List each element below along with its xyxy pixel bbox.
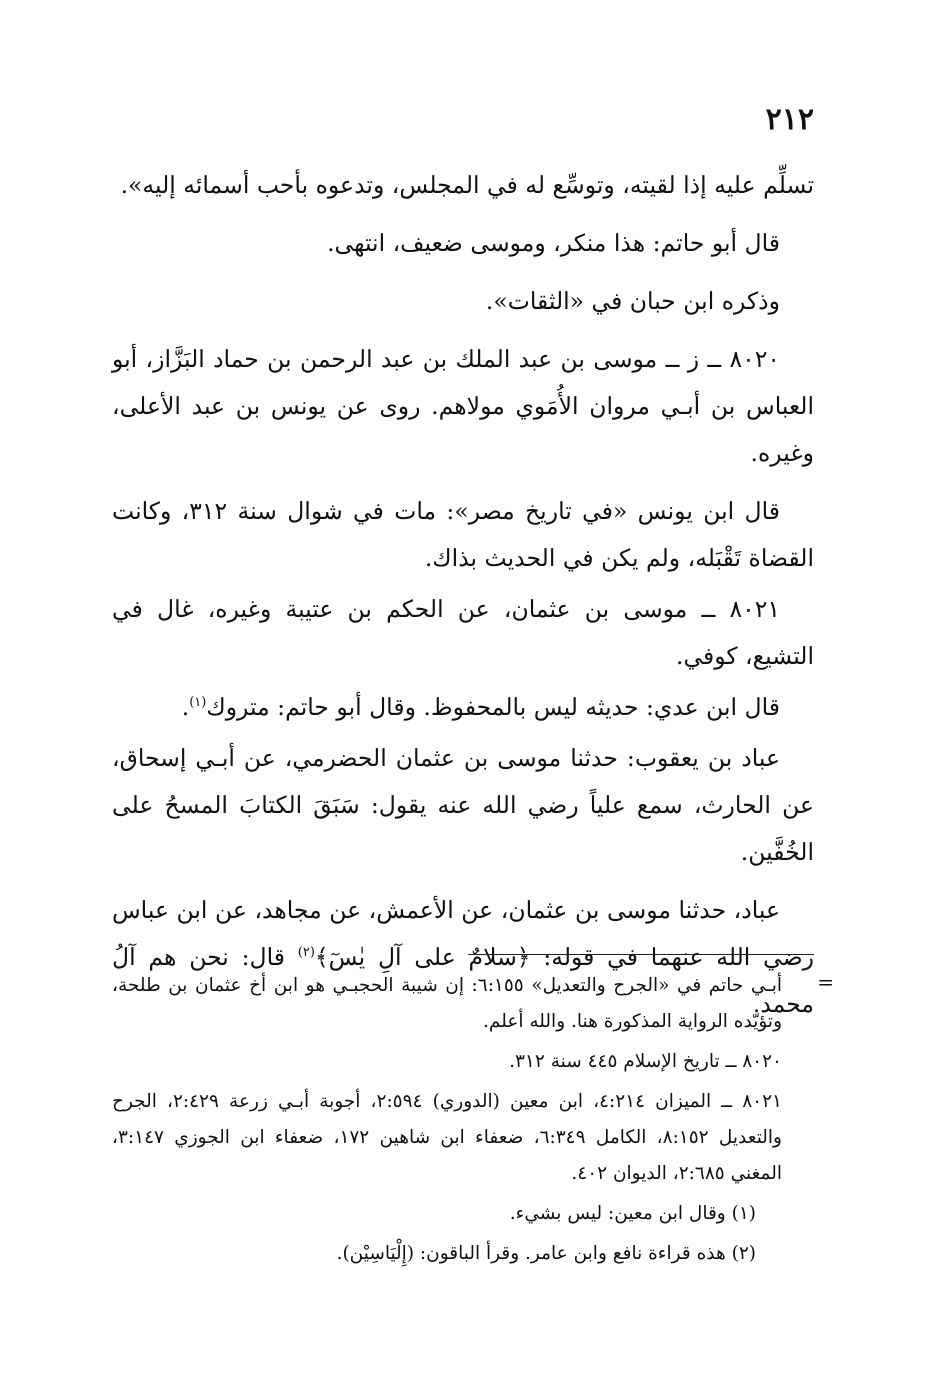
footnote-8020: ٨٠٢٠ ــ تاريخ الإسلام ٤٤٥ سنة ٣١٢. — [509, 1051, 782, 1072]
paragraph-abbad-2-end: قال: نحن هم آلُ محمد. — [112, 943, 814, 1018]
paragraph-ibn-adi — [112, 684, 814, 731]
paragraph-ibn-yunus: قال ابن يونس «في تاريخ مصر»: مات في شوال سنة ٣١٢، وكانت القضاة تَقْبَله، ولم يكن في الحديث بذاك. — [112, 497, 814, 572]
main-text-body — [112, 162, 814, 1039]
footnote-ref-1: (١) — [189, 695, 207, 710]
footnote-continuation: أبـي حاتم في «الجرح والتعديل» ٦:١٥٥: إن شيبة الحجبـي هو ابن أخ عثمان بن طلحة، وتؤيّده الرواية المذكورة هنا. والله أعلم. — [112, 975, 782, 1032]
paragraph-ibn-hibban: وذكره ابن حبان في «الثقات». — [485, 287, 780, 315]
paragraph-ibn-adi-end: . — [181, 693, 190, 721]
footnotes-section — [112, 968, 782, 1276]
paragraph-abbad-2-text: عباد، حدثنا موسى بن عثمان، عن الأعمش، عن مجاهد، عن ابن عباس رضي الله عنهما في قوله: ﴿سلامٌ على آلِ يٰسٓ﴾ — [112, 896, 815, 971]
page-number: ٢١٢ — [765, 102, 814, 137]
paragraph-ibn-adi-text: قال ابن عدي: حديثه ليس بالمحفوظ. وقال أبو حاتم: متروك — [206, 693, 780, 721]
paragraph-abbad-1: عباد بن يعقوب: حدثنا موسى بن عثمان الحضرمي، عن أبـي إسحاق، عن الحارث، سمع علياً رضي الله عنه يقول: سَبَقَ الكتابَ المسحُ على الخُفَّين. — [112, 744, 814, 866]
entry-8021: ٨٠٢١ ــ موسى بن عثمان، عن الحكم بن عتيبة وغيره، غال في التشيع، كوفي. — [112, 595, 814, 670]
footnote-8021: ٨٠٢١ ــ الميزان ٤:٢١٤، ابن معين (الدوري) ٢:٥٩٤، أجوبة أبـي زرعة ٢:٤٢٩، الجرح والتعديل ٨:١٥٢، الكامل ٦:٣٤٩، ضعفاء ابن شاهين ١٧٢، ضعفاء ابن الجوزي ٣:١٤٧، المغني ٢:٦٨٥، الديوان ٤٠٢. — [112, 1091, 782, 1184]
footnote-2: (٢) هذه قراءة نافع وابن عامر. وقرأ الباقون: (إِلْيَاسِيْن). — [336, 1243, 756, 1264]
footnote-ref-2: (٢) — [297, 945, 315, 960]
entry-8020: ٨٠٢٠ ــ ز ــ موسى بن عبد الملك بن عبد الرحمن بن حماد البَزَّاز، أبو العباس بن أبـي مروان الأُمَوي مولاهم. روى عن يونس بن عبد الأعلى، وغيره. — [112, 345, 814, 467]
continuation-mark: = — [817, 970, 834, 994]
footnote-1: (١) وقال ابن معين: ليس بشيء. — [509, 1203, 756, 1224]
paragraph-continuation: تسلِّم عليه إذا لقيته، وتوسِّع له في المجلس، وتدعوه بأحب أسمائه إليه». — [120, 171, 814, 199]
paragraph-abu-hatim: قال أبو حاتم: هذا منكر، وموسى ضعيف، انتهى. — [327, 229, 780, 257]
footnote-divider — [468, 954, 814, 955]
